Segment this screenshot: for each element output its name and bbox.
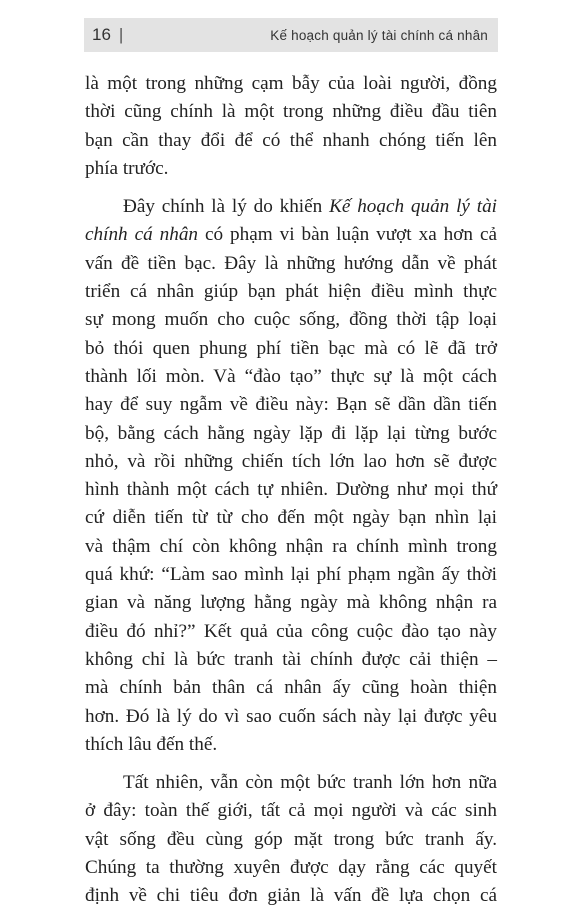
text-line: hay để suy ngẫm về điều này: Bạn sẽ dần dần tiến — [85, 394, 497, 416]
text-line: cứ diễn tiến từ từ cho đến một ngày bạn nhìn lại — [85, 507, 497, 529]
text-line: Chúng ta thường xuyên được dạy rằng các quyết — [85, 857, 497, 879]
text-line: thành lối mòn. Và “đào tạo” thực sự là một cách — [85, 365, 497, 387]
running-header — [84, 18, 498, 52]
text-line: hơn. Đó là lý do vì sao cuốn sách này lại được yêu — [85, 705, 497, 727]
text-line — [85, 193, 497, 221]
text-line: thích lâu đến thế. — [85, 733, 218, 755]
text-line: Tất nhiên, vẫn còn một bức tranh lớn hơn nữa — [123, 772, 497, 794]
text-line: mà chính bản thân cá nhân ấy cũng hoàn thiện — [85, 677, 497, 699]
page-body — [85, 70, 497, 911]
text-line: điều đó nhỉ?” Kết quả của công cuộc đào tạo này — [85, 620, 497, 642]
paragraph-2 — [85, 193, 497, 759]
text-line: bạn cần thay đổi để có thể nhanh chóng tiến lên — [85, 129, 497, 151]
paragraph-1 — [85, 70, 497, 183]
header-separator: | — [118, 25, 124, 44]
text-line: phía trước. — [85, 157, 169, 179]
text-line: sự mong muốn cho cuộc sống, đồng thời tập loại — [85, 309, 497, 331]
text-line: bỏ thói quen phung phí tiền bạc mà có lẽ đã trở — [85, 337, 497, 359]
text-line: không chỉ là bức tranh tài chính được cải thiện – — [85, 648, 497, 670]
text-line: và thậm chí còn không nhận ra chính mình trong — [85, 535, 497, 557]
page-number: 16 — [92, 25, 111, 44]
text-run: Đây chính là lý do khiến — [123, 196, 330, 218]
text-line: là một trong những cạm bẫy của loài người, đồng — [85, 73, 497, 94]
text-line — [85, 221, 497, 249]
text-run: có phạm vi bàn luận vượt xa hơn cả — [198, 224, 497, 246]
text-line: vấn đề tiền bạc. Đây là những hướng dẫn về phát — [85, 252, 497, 274]
book-title-italic: chính cá nhân — [85, 224, 199, 246]
text-line: gian và năng lượng hằng ngày mà không nhận ra — [85, 592, 497, 614]
book-title-italic: Kế hoạch quản lý tài — [329, 196, 497, 218]
text-line: định về chi tiêu đơn giản là vấn đề lựa chọn cá — [85, 885, 497, 907]
text-line: ở đây: toàn thế giới, tất cả mọi người và các sinh — [85, 800, 497, 822]
paragraph-3 — [85, 769, 497, 910]
text-line: triển cá nhân giúp bạn phát hiện điều mình thực — [85, 281, 497, 303]
text-line: thời cũng chính là một trong những điều đầu tiên — [85, 101, 497, 123]
text-line: hình thành một cách tự nhiên. Dường như mọi thứ — [85, 479, 497, 501]
text-line: quá khứ: “Làm sao mình lại phí phạm ngần ấy thời — [85, 564, 497, 586]
text-line: bộ, bằng cách hằng ngày lặp đi lặp lại từng bước — [85, 422, 497, 444]
text-line: vật sống đều cùng góp mặt trong bức tranh ấy. — [85, 828, 497, 850]
running-title: Kế hoạch quản lý tài chính cá nhân — [270, 27, 488, 43]
text-line: nhỏ, và rồi những chiến tích lớn lao hơn sẽ được — [85, 450, 497, 472]
